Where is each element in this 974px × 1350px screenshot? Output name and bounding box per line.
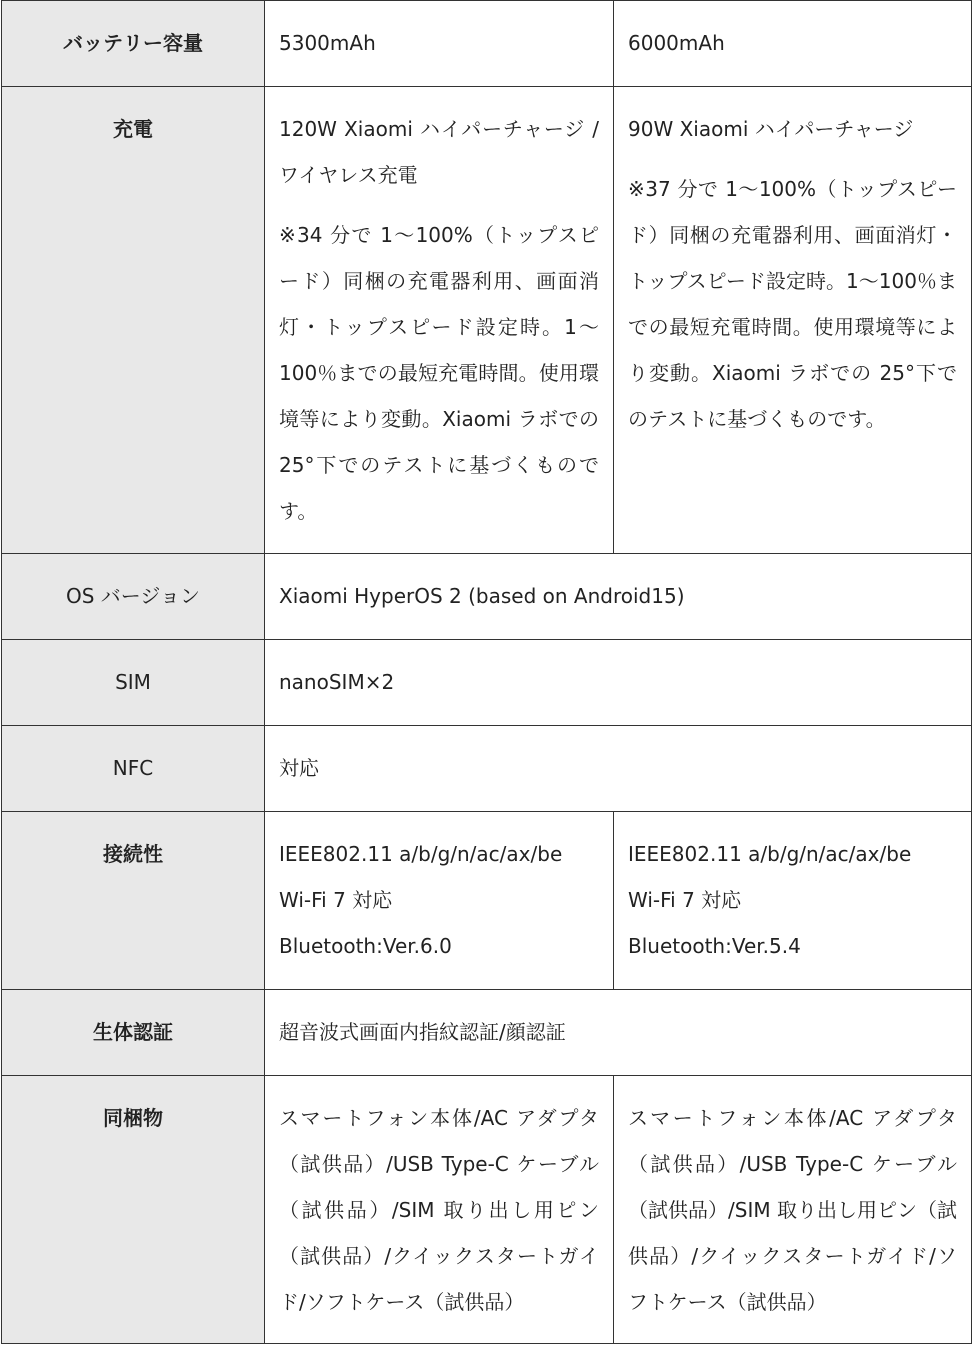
row-label-os: OS バージョン <box>2 554 265 640</box>
connectivity-wifi-standard-2: IEEE802.11 a/b/g/n/ac/ax/be <box>628 842 912 866</box>
charging-title-2: 90W Xiaomi ハイパーチャージ <box>628 117 914 141</box>
nfc-value: 対応 <box>265 726 972 812</box>
charging-cell-1 <box>265 87 614 554</box>
row-sim <box>2 640 972 726</box>
row-label-sim: SIM <box>2 640 265 726</box>
contents-value-2: スマートフォン本体/AC アダプタ（試供品）/USB Type-C ケーブル（試供品）/SIM 取り出し用ピン（試供品）/クイックスタートガイド/ソフトケース（試供品） <box>614 1076 972 1344</box>
sim-value: nanoSIM×2 <box>265 640 972 726</box>
connectivity-wifi-standard-1: IEEE802.11 a/b/g/n/ac/ax/be <box>279 842 563 866</box>
row-label-nfc: NFC <box>2 726 265 812</box>
charging-title-1: 120W Xiaomi ハイパーチャージ / ワイヤレス充電 <box>279 117 599 187</box>
connectivity-wifi-version-1: Wi-Fi 7 対応 <box>279 888 393 912</box>
row-contents <box>2 1076 972 1344</box>
spec-table <box>1 0 972 1344</box>
row-label-battery: バッテリー容量 <box>2 1 265 87</box>
connectivity-wifi-version-2: Wi-Fi 7 対応 <box>628 888 742 912</box>
row-os <box>2 554 972 640</box>
row-battery <box>2 1 972 87</box>
connectivity-cell-2 <box>614 812 972 990</box>
contents-value-1: スマートフォン本体/AC アダプタ（試供品）/USB Type-C ケーブル（試供品）/SIM 取り出し用ピン（試供品）/クイックスタートガイド/ソフトケース（試供品） <box>265 1076 614 1344</box>
charging-note-1: ※34 分で 1〜100%（トップスピード）同梱の充電器利用、画面消灯・トップスピード設定時。1〜100％までの最短充電時間。使用環境等により変動。Xiaomi ラボでの 25°下でのテストに基づくものです。 <box>279 223 599 523</box>
row-label-connectivity: 接続性 <box>2 812 265 990</box>
battery-value-2: 6000mAh <box>614 1 972 87</box>
charging-note-2: ※37 分で 1〜100%（トップスピード）同梱の充電器利用、画面消灯・トップスピード設定時。1〜100％までの最短充電時間。使用環境等により変動。Xiaomi ラボでの 25°下でのテストに基づくものです。 <box>628 177 957 431</box>
row-connectivity <box>2 812 972 990</box>
connectivity-cell-1 <box>265 812 614 990</box>
row-label-biometrics: 生体認証 <box>2 990 265 1076</box>
battery-value-1: 5300mAh <box>265 1 614 87</box>
biometrics-value: 超音波式画面内指紋認証/顔認証 <box>265 990 972 1076</box>
charging-cell-2 <box>614 87 972 554</box>
row-nfc <box>2 726 972 812</box>
row-biometrics <box>2 990 972 1076</box>
row-label-charging: 充電 <box>2 87 265 554</box>
row-label-contents: 同梱物 <box>2 1076 265 1344</box>
connectivity-bluetooth-2: Bluetooth:Ver.5.4 <box>628 934 801 958</box>
connectivity-bluetooth-1: Bluetooth:Ver.6.0 <box>279 934 452 958</box>
os-value: Xiaomi HyperOS 2 (based on Android15) <box>265 554 972 640</box>
row-charging <box>2 87 972 554</box>
